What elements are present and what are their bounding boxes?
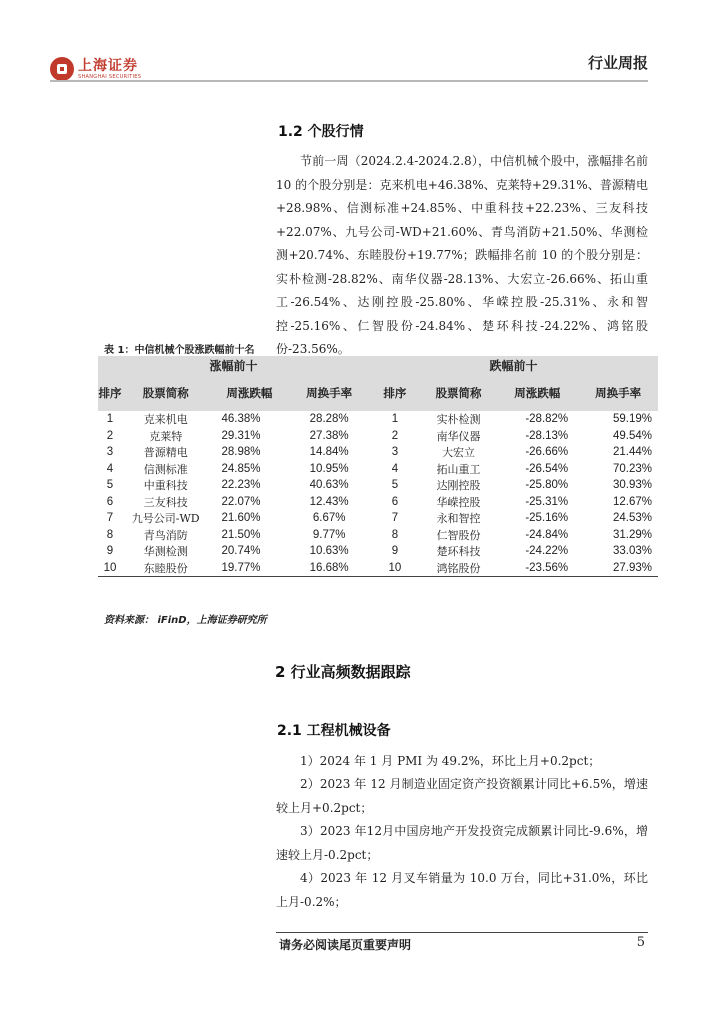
rank-cell: 1 <box>106 413 114 426</box>
stock-name-cell: 鸿铭股份 <box>421 560 497 577</box>
turnover-cell: 12.43% <box>309 495 349 508</box>
table-row <box>98 411 658 428</box>
stock-name-cell: 永和智控 <box>436 512 481 526</box>
rank-cell: 8 <box>106 528 114 541</box>
stock-name-cell: 楚环科技 <box>436 545 481 559</box>
rank-cell: 4 <box>391 462 399 475</box>
turnover-cell: 9.77% <box>312 528 346 541</box>
rank-cell: 7 <box>106 512 114 525</box>
company-logo <box>50 56 141 82</box>
section-2-title: 2 行业高频数据跟踪 <box>275 663 411 681</box>
table-row <box>98 527 658 544</box>
list-item: 2）2023 年 12 月制造业固定资产投资额累计同比+6.5%，增速较上月+0.2pct； <box>276 777 648 815</box>
stock-name-cell: 仁智股份 <box>436 528 481 542</box>
list-item: 4）2023 年 12 月叉车销量为 10.0 万台，同比+31.0%，环比上月-0.2%； <box>276 871 648 909</box>
change-cell: 29.31% <box>221 429 261 442</box>
section-2-1-title: 2.1 工程机械设备 <box>277 723 391 739</box>
turnover-cell: 6.67% <box>312 512 346 525</box>
turnover-cell: 31.29% <box>612 528 652 541</box>
header-divider <box>50 80 648 82</box>
stock-name-cell: 青鸟消防 <box>143 528 188 542</box>
stock-name-cell: 南华仪器 <box>436 429 481 443</box>
change-cell: -28.82% <box>525 413 569 426</box>
top-movers-table <box>98 356 658 577</box>
rank-cell: 9 <box>391 545 399 558</box>
table-row <box>98 477 658 494</box>
change-cell: 24.85% <box>221 462 261 475</box>
rank-cell: 3 <box>391 446 399 459</box>
change-cell: -28.13% <box>525 429 569 442</box>
turnover-cell: 21.44% <box>612 446 652 459</box>
change-cell: 19.77% <box>209 560 289 577</box>
col-name-header: 股票简称 <box>421 374 497 411</box>
rank-cell: 5 <box>391 479 399 492</box>
stock-name-cell: 实朴检测 <box>436 413 481 427</box>
logo-icon <box>50 57 74 81</box>
stock-name-cell: 大宏立 <box>442 446 476 460</box>
turnover-cell: 10.95% <box>309 462 349 475</box>
turnover-cell: 27.93% <box>578 560 658 577</box>
rank-cell: 7 <box>391 512 399 525</box>
change-cell: 20.74% <box>221 545 261 558</box>
change-cell: -23.56% <box>496 560 578 577</box>
section-1-2-title: 1.2 个股行情 <box>278 124 364 140</box>
table-row <box>98 428 658 445</box>
stock-name-cell: 克莱特 <box>149 429 183 443</box>
stock-name-cell: 普源精电 <box>143 446 188 460</box>
table-caption: 表 1：中信机械个股涨跌幅前十名 <box>104 345 255 356</box>
table-row <box>98 461 658 478</box>
stock-name-cell: 中重科技 <box>143 479 188 493</box>
disclaimer-notice: 请务必阅读尾页重要声明 <box>279 938 412 952</box>
table-row <box>98 494 658 511</box>
table-row <box>98 560 658 577</box>
turnover-cell: 14.84% <box>309 446 349 459</box>
stock-name-cell: 九号公司-WD <box>131 512 200 526</box>
change-cell: -25.16% <box>525 512 569 525</box>
col-rank-header: 排序 <box>369 374 421 411</box>
turnover-cell: 59.19% <box>612 413 652 426</box>
change-cell: 46.38% <box>221 413 261 426</box>
stock-name-cell: 三友科技 <box>143 495 188 509</box>
turnover-cell: 12.67% <box>612 495 652 508</box>
turnover-cell: 30.93% <box>612 479 652 492</box>
losers-group-header: 跌幅前十 <box>369 356 658 374</box>
section-1-2-paragraph: 节前一周（2024.2.4-2024.2.8），中信机械个股中，涨幅排名前 10 的个股分别是：克来机电+46.38%、克莱特+29.31%、普源精电+28.98%、信测标准+24.85%、中重科技+22.23%、三友科技+22.07%、九号公司-WD+21.60%、青鸟消防+21.50%、华测检测+20.74%、东睦股份+19.77%；跌幅排名前 10 的个股分别是：实朴检测-28.82%、南华仪器-28.13%、大宏立-26.66%、拓山重工-26.54%、达刚控股-25.80%、华嵘控股-25.31%、永和智控-25.16%、仁智股份-24.84%、楚环科技-24.22%、鸿铭股份-23.56%。 <box>276 154 648 356</box>
turnover-cell: 16.68% <box>289 560 369 577</box>
rank-cell: 8 <box>391 528 399 541</box>
turnover-cell: 27.38% <box>309 429 349 442</box>
turnover-cell: 10.63% <box>309 545 349 558</box>
col-rank-header: 排序 <box>98 374 122 411</box>
rank-cell: 4 <box>106 462 114 475</box>
rank-cell: 5 <box>106 479 114 492</box>
turnover-cell: 28.28% <box>309 413 349 426</box>
rank-cell: 2 <box>391 429 399 442</box>
footer-divider <box>276 932 648 933</box>
change-cell: 21.60% <box>221 512 261 525</box>
stock-name-cell: 华嵘控股 <box>436 495 481 509</box>
rank-cell: 10 <box>98 560 122 577</box>
change-cell: 21.50% <box>221 528 261 541</box>
col-name-header: 股票简称 <box>122 374 210 411</box>
stock-name-cell: 克来机电 <box>143 413 188 427</box>
turnover-cell: 49.54% <box>612 429 652 442</box>
page-number: 5 <box>636 935 645 950</box>
turnover-cell: 33.03% <box>612 545 652 558</box>
change-cell: -26.66% <box>525 446 569 459</box>
stock-name-cell: 拓山重工 <box>436 462 481 476</box>
change-cell: -25.80% <box>525 479 569 492</box>
report-type: 行业周报 <box>587 54 648 72</box>
change-cell: 22.23% <box>221 479 261 492</box>
change-cell: -26.54% <box>525 462 569 475</box>
logo-name-en: SHANGHAI SECURITIES <box>78 73 142 80</box>
rank-cell: 6 <box>391 495 399 508</box>
col-turnover-header: 周换手率 <box>578 374 658 411</box>
rank-cell: 6 <box>106 495 114 508</box>
change-cell: 28.98% <box>221 446 261 459</box>
stock-name-cell: 信测标准 <box>143 462 188 476</box>
rank-cell: 10 <box>369 560 421 577</box>
change-cell: -24.84% <box>525 528 569 541</box>
rank-cell: 9 <box>106 545 114 558</box>
rank-cell: 2 <box>106 429 114 442</box>
col-change-header: 周涨跌幅 <box>209 374 289 411</box>
list-item: 3）2023 年12月中国房地产开发投资完成额累计同比-9.6%，增速较上月-0.2pct； <box>276 824 648 862</box>
list-item: 1）2024 年 1 月 PMI 为 49.2%，环比上月+0.2pct； <box>300 754 601 768</box>
table-row <box>98 510 658 527</box>
rank-cell: 1 <box>391 413 399 426</box>
change-cell: 22.07% <box>221 495 261 508</box>
turnover-cell: 40.63% <box>309 479 349 492</box>
turnover-cell: 24.53% <box>612 512 652 525</box>
col-change-header: 周涨跌幅 <box>496 374 578 411</box>
table-row <box>98 543 658 560</box>
turnover-cell: 70.23% <box>612 462 652 475</box>
rank-cell: 3 <box>106 446 114 459</box>
logo-name-cn: 上海证券 <box>78 57 138 74</box>
stock-name-cell: 达刚控股 <box>436 479 481 493</box>
table-row <box>98 444 658 461</box>
change-cell: -24.22% <box>525 545 569 558</box>
col-turnover-header: 周换手率 <box>289 374 369 411</box>
gainers-group-header: 涨幅前十 <box>98 356 369 374</box>
stock-name-cell: 华测检测 <box>143 545 188 559</box>
stock-name-cell: 东睦股份 <box>122 560 210 577</box>
change-cell: -25.31% <box>525 495 569 508</box>
table-source: 资料来源： iFinD，上海证券研究所 <box>104 615 267 626</box>
